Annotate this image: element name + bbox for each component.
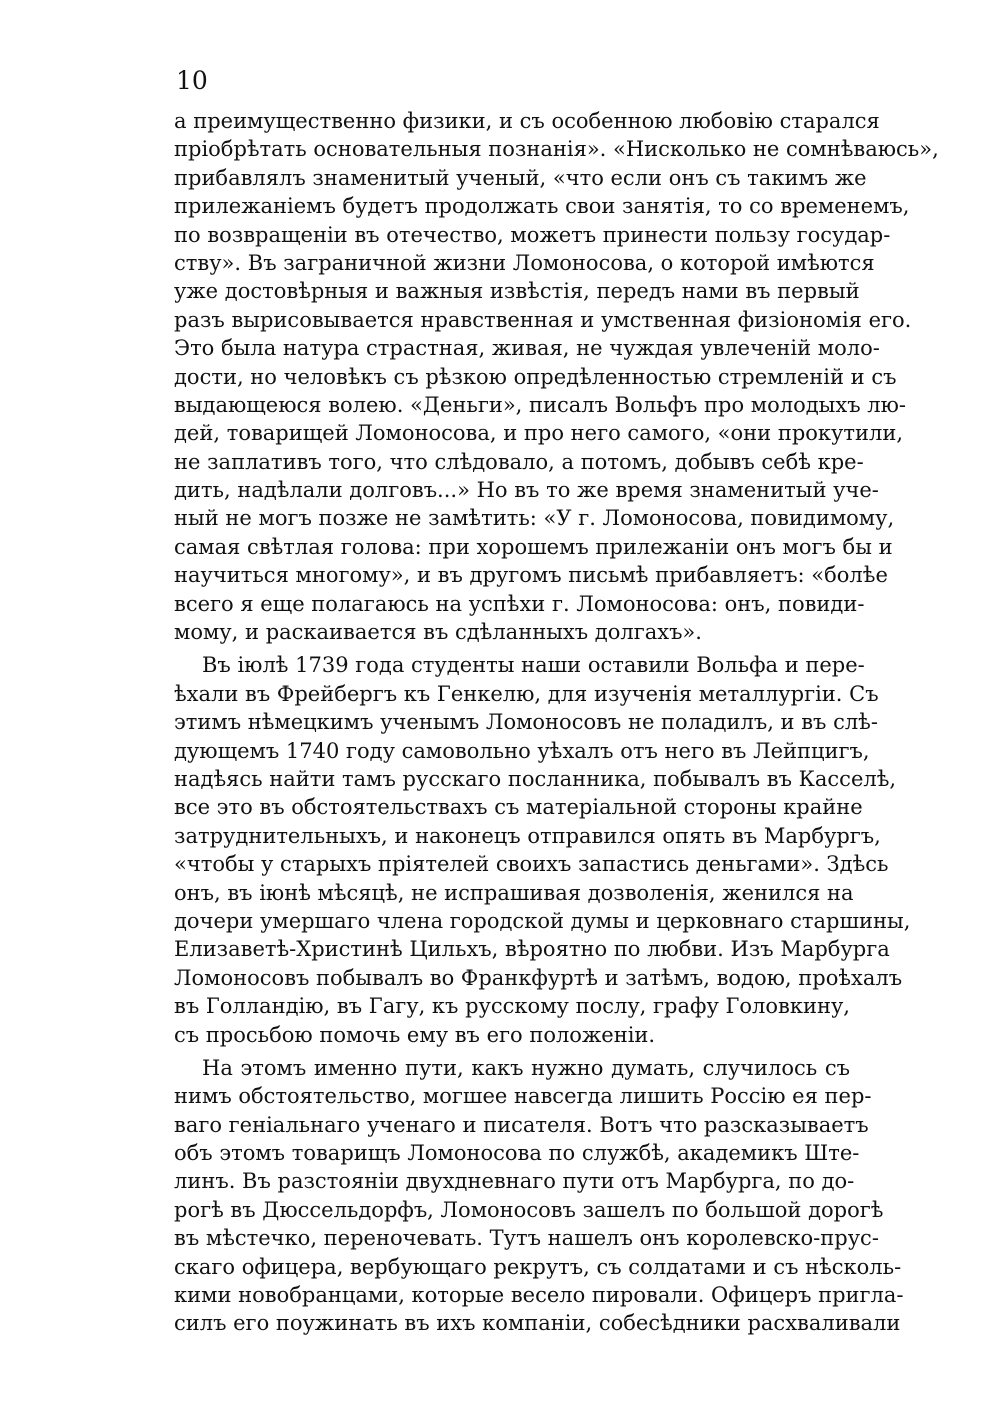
text-line: онъ, въ іюнѣ мѣсяцѣ, не испрашивая дозволенія, женился на bbox=[174, 880, 854, 905]
text-line: прилежаніемъ будетъ продолжать свои занятія, то со временемъ, bbox=[174, 194, 910, 219]
text-line: Ломоносовъ побывалъ во Франкфуртѣ и затѣмъ, водою, проѣхалъ bbox=[174, 965, 903, 990]
text-line: не заплативъ того, что слѣдовало, а потомъ, добывъ себѣ кре- bbox=[174, 449, 864, 474]
text-line: въ Голландію, въ Гагу, къ русскому послу, графу Головкину, bbox=[174, 994, 850, 1019]
text-line: ѣхали въ Фрейбергъ къ Генкелю, для изученія металлургіи. Съ bbox=[174, 681, 879, 706]
text-line: этимъ нѣмецкимъ ученымъ Ломоносовъ не поладилъ, и въ слѣ- bbox=[174, 710, 878, 735]
text-line: прибавлялъ знаменитый ученый, «что если онъ съ такимъ же bbox=[174, 165, 867, 190]
text-line: дующемъ 1740 году самовольно уѣхалъ отъ него въ Лейпцигъ, bbox=[174, 738, 870, 763]
text-line: мому, и раскаивается въ сдѣланныхъ долгахъ». bbox=[174, 620, 702, 645]
text-line: надѣясь найти тамъ русскаго посланника, побывалъ въ Касселѣ, bbox=[174, 766, 897, 791]
text-line: пріобрѣтать основательныя познанія». «Нисколько не сомнѣваюсь», bbox=[174, 137, 939, 162]
text-line: дочери умершаго члена городской думы и церковнаго старшины, bbox=[174, 908, 911, 933]
text-line: все это въ обстоятельствахъ съ матеріальной стороны крайне bbox=[174, 795, 863, 820]
text-line: Елизаветѣ-Христинѣ Цильхъ, вѣроятно по любви. Изъ Марбурга bbox=[174, 937, 890, 962]
text-line: рогѣ въ Дюссельдорфъ, Ломоносовъ зашелъ по большой дорогѣ bbox=[174, 1197, 884, 1222]
text-line: нимъ обстоятельство, могшее навсегда лишить Россію ея пер- bbox=[174, 1084, 872, 1109]
text-line: скаго офицера, вербующаго рекрутъ, съ солдатами и съ нѣсколь- bbox=[174, 1254, 902, 1279]
text-line: самая свѣтлая голова: при хорошемъ прилежаніи онъ могъ бы и bbox=[174, 534, 893, 559]
text-line: дости, но человѣкъ съ рѣзкою опредѣленностью стремленій и съ bbox=[174, 364, 897, 389]
text-line: силъ его поужинать въ ихъ компаніи, собесѣдники расхваливали bbox=[174, 1311, 901, 1336]
text-column bbox=[174, 107, 939, 1338]
text-line: Это была натура страстная, живая, не чуждая увлеченій моло- bbox=[174, 336, 880, 361]
text-line: всего я еще полагаюсь на успѣхи г. Ломоносова: онъ, повиди- bbox=[174, 591, 865, 616]
text-line: ству». Въ заграничной жизни Ломоносова, о которой имѣются bbox=[174, 250, 875, 275]
paragraph-2 bbox=[174, 651, 911, 1048]
text-line: въ мѣстечко, переночевать. Тутъ нашелъ онъ королевско-прус- bbox=[174, 1226, 879, 1251]
text-line: На этомъ именно пути, какъ нужно думать, случилось съ bbox=[202, 1055, 850, 1080]
page-number: 10 bbox=[176, 66, 208, 95]
text-line: съ просьбою помочь ему въ его положеніи. bbox=[174, 1022, 656, 1047]
text-line: а преимущественно физики, и съ особенною любовію старался bbox=[174, 109, 880, 133]
paragraph-3 bbox=[174, 1054, 904, 1338]
text-line: дить, надѣлали долговъ...» Но въ то же время знаменитый уче- bbox=[174, 478, 879, 503]
text-line: ваго геніальнаго ученаго и писателя. Вотъ что разсказываетъ bbox=[174, 1112, 869, 1137]
text-line: объ этомъ товарищъ Ломоносова по службѣ, академикъ Ште- bbox=[174, 1141, 860, 1166]
text-line: по возвращеніи въ отечество, можетъ принести пользу государ- bbox=[174, 222, 891, 247]
text-line: затруднительныхъ, и наконецъ отправился опять въ Марбургъ, bbox=[174, 823, 881, 848]
text-line: научиться многому», и въ другомъ письмѣ прибавляетъ: «болѣе bbox=[174, 563, 888, 588]
text-line: Въ іюлѣ 1739 года студенты наши оставили Вольфа и пере- bbox=[202, 653, 865, 678]
text-line: уже достовѣрныя и важныя извѣстія, передъ нами въ первый bbox=[174, 279, 860, 304]
paragraph-1 bbox=[174, 107, 939, 646]
text-line: кими новобранцами, которые весело пировали. Офицеръ пригла- bbox=[174, 1283, 904, 1308]
text-line: выдающеюся волею. «Деньги», писалъ Вольфъ про молодыхъ лю- bbox=[174, 392, 906, 417]
text-line: «чтобы у старыхъ пріятелей своихъ запастись деньгами». Здѣсь bbox=[174, 852, 889, 877]
text-line: дей, товарищей Ломоносова, и про него самого, «они прокутили, bbox=[174, 421, 904, 446]
text-line: разъ вырисовывается нравственная и умственная физіономія его. bbox=[174, 307, 912, 332]
text-line: линъ. Въ разстояніи двухдневнаго пути отъ Марбурга, по до- bbox=[174, 1169, 855, 1194]
text-line: ный не могъ позже не замѣтить: «У г. Ломоносова, повидимому, bbox=[174, 506, 895, 531]
